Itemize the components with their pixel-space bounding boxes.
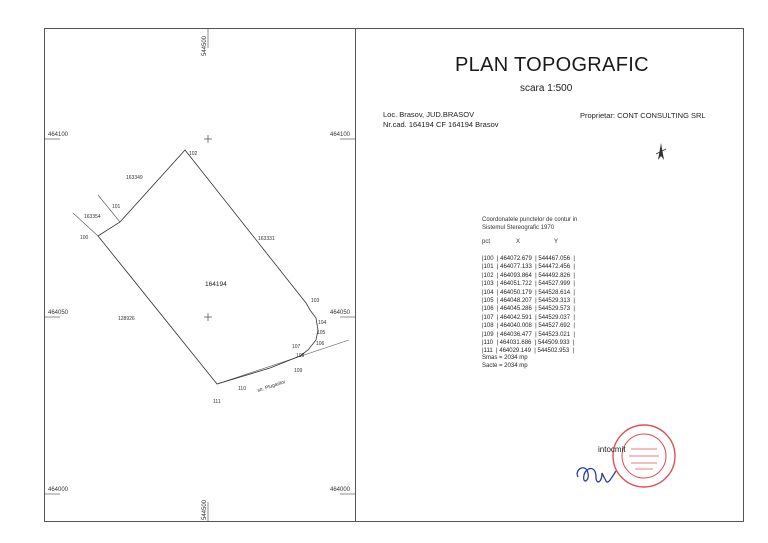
table-row: |100 | 464072.679 | 544467.056 | bbox=[482, 256, 575, 262]
north-arrow-icon bbox=[654, 142, 668, 162]
point-label-107: 107 bbox=[292, 344, 301, 350]
grid-label-x-upper-left: 464100 bbox=[48, 132, 69, 138]
column-header-pct: pct bbox=[482, 239, 491, 245]
signature-icon bbox=[572, 455, 626, 491]
scale-label: scara 1:500 bbox=[520, 83, 573, 94]
coordinate-heading-line-2: Sistemul Stereografic 1970 bbox=[482, 225, 555, 231]
table-row: |106 | 464045.286 | 544529.573 | bbox=[482, 306, 575, 313]
grid-label-x-mid-right: 464050 bbox=[330, 310, 351, 316]
grid-cross bbox=[204, 135, 212, 143]
table-row: |105 | 464048.207 | 544529.313 | bbox=[482, 298, 575, 305]
table-row: |104 | 464050.179 | 544528.614 | bbox=[482, 289, 575, 296]
grid-label-x-lower-left: 464000 bbox=[48, 487, 69, 493]
table-row: |107 | 464042.591 | 544529.037 | bbox=[482, 314, 575, 321]
grid-label-y-bottom: 544500 bbox=[202, 499, 208, 520]
table-row: |103 | 464051.722 | 544527.999 | bbox=[482, 281, 575, 288]
neighbor-label-3: 163331 bbox=[258, 236, 275, 242]
neighbor-label-2: 163354 bbox=[84, 214, 101, 220]
page-title: PLAN TOPOGRAFIC bbox=[455, 54, 649, 76]
street-name: str. Plugarilor bbox=[256, 379, 287, 394]
point-label-105: 105 bbox=[317, 330, 326, 336]
point-label-106: 106 bbox=[316, 341, 325, 347]
prepared-by-label: intocmit bbox=[598, 445, 626, 454]
point-label-104: 104 bbox=[318, 320, 327, 326]
point-label-111: 111 bbox=[213, 399, 221, 405]
table-row: |110 | 464031.686 | 544509.933 | bbox=[482, 340, 575, 347]
point-label-102: 102 bbox=[189, 151, 198, 157]
grid-label-x-upper-right: 464100 bbox=[330, 132, 351, 138]
column-header-y: Y bbox=[554, 239, 559, 245]
cadastral-line: Nr.cad. 164194 CF 164194 Brasov bbox=[383, 120, 499, 129]
neighbor-label-4: 128926 bbox=[118, 316, 135, 322]
grid-cross bbox=[204, 313, 212, 321]
area-deed: Sacte = 2034 mp bbox=[482, 363, 528, 369]
point-label-110: 110 bbox=[238, 386, 246, 392]
parcel-outline bbox=[98, 150, 318, 384]
neighbor-label-1: 163349 bbox=[126, 175, 143, 181]
parcel-number: 164194 bbox=[205, 281, 227, 288]
grid-label-y-top: 544500 bbox=[202, 35, 208, 56]
grid-label-x-mid-left: 464050 bbox=[48, 310, 69, 316]
table-row: |109 | 464036.477 | 544523.021 | bbox=[482, 331, 575, 338]
coordinate-heading bbox=[482, 216, 577, 232]
area-block bbox=[482, 354, 528, 370]
street-line bbox=[217, 340, 349, 384]
point-label-101: 101 bbox=[112, 204, 121, 210]
point-label-103: 103 bbox=[311, 298, 320, 304]
table-row: |101 | 464077.133 | 544472.456 | bbox=[482, 264, 575, 271]
point-label-108: 108 bbox=[296, 353, 305, 359]
table-row: |111 | 464029.149 | 544502.953 | bbox=[482, 348, 575, 355]
column-header-x: X bbox=[516, 239, 521, 245]
grid-label-x-lower-right: 464000 bbox=[330, 487, 351, 493]
table-row: |108 | 464040.008 | 544527.692 | bbox=[482, 323, 575, 330]
point-label-109: 109 bbox=[294, 368, 303, 374]
coordinate-heading-line-1: Coordonatele punctelor de contur in bbox=[482, 217, 578, 223]
point-label-100: 100 bbox=[80, 235, 89, 241]
coordinate-table bbox=[482, 255, 575, 356]
location-line: Loc. Brasov, JUD.BRASOV bbox=[383, 110, 475, 119]
area-measured: Smas = 2034 mp bbox=[482, 355, 528, 361]
table-row: |102 | 464093.864 | 544492.826 | bbox=[482, 272, 575, 279]
owner-label: Proprietar: CONT CONSULTING SRL bbox=[580, 111, 706, 120]
location-block bbox=[383, 110, 499, 130]
